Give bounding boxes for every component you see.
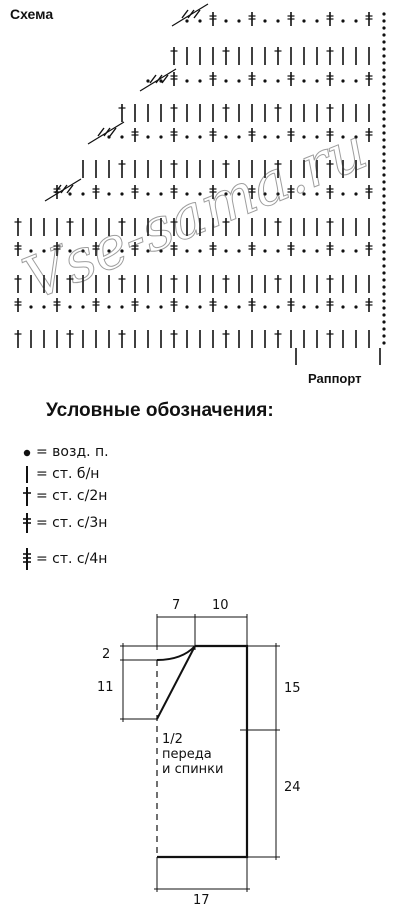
legend-text: = ст. с/4н [36, 551, 108, 567]
dim-right-top: 15 [284, 681, 301, 696]
legend-title: Условные обозначения: [46, 400, 274, 421]
watermark: Vse-sama.ru [14, 114, 377, 314]
dim-left-mid: 11 [97, 680, 114, 695]
legend-text: = ст. с/2н [36, 488, 108, 504]
legend-text: = ст. с/3н [36, 515, 108, 531]
pattern-label-back: и спинки [162, 762, 224, 777]
pattern-label [162, 732, 223, 777]
legend-text: = ст. б/н [36, 466, 100, 482]
dim-right-bottom: 24 [284, 780, 301, 795]
dim-left-small: 2 [102, 647, 111, 662]
dim-bottom: 17 [193, 893, 210, 908]
dim-top-right: 10 [212, 598, 229, 613]
pattern-label-front: переда [162, 747, 212, 762]
dim-top-left: 7 [172, 598, 181, 613]
rapport-label: Раппорт [308, 371, 362, 386]
legend-text: = возд. п. [36, 444, 109, 460]
pattern-label-fraction: 1/2 [162, 732, 183, 747]
chart-title: Схема [10, 6, 54, 22]
